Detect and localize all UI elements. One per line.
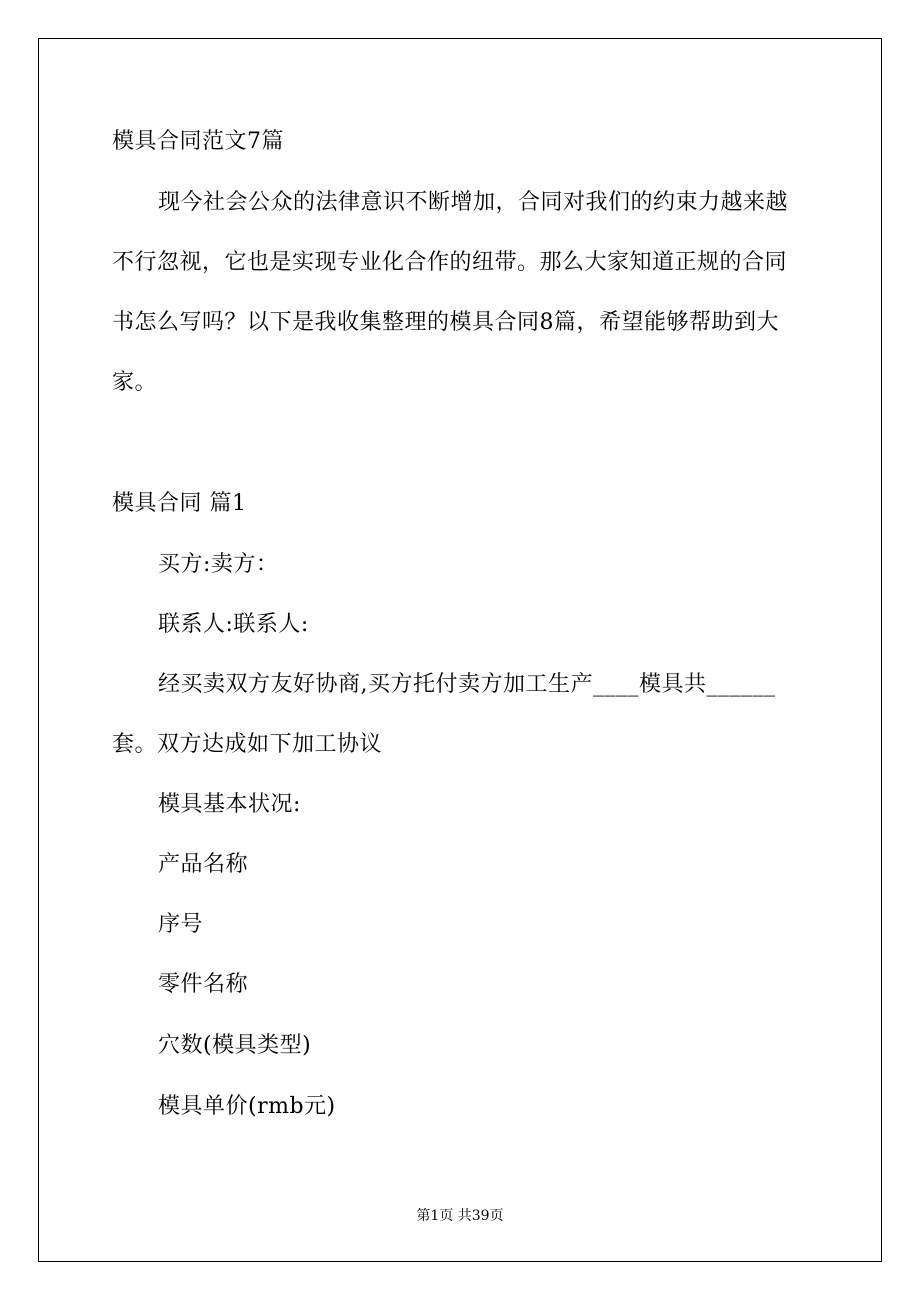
product-name-label: 产品名称	[158, 852, 249, 877]
page-footer: 第1页 共39页	[416, 1208, 504, 1224]
mold-basic-status: 模具基本状况:	[158, 792, 301, 817]
intro-line-2: 不行忽视，它也是实现专业化合作的纽带。那么大家知道正规的合同	[112, 250, 788, 275]
document-title: 模具合同范文7篇	[112, 129, 284, 154]
intro-line-4: 家。	[112, 370, 158, 395]
page-border	[38, 38, 882, 1262]
agreement-line-1: 经买卖双方友好协商,买方托付卖方加工生产____模具共______	[158, 672, 776, 697]
serial-number-label: 序号	[158, 912, 204, 937]
part-name-label: 零件名称	[158, 972, 249, 997]
buyer-seller-line: 买方:卖方：	[158, 552, 279, 577]
intro-line-3: 书怎么写吗？以下是我收集整理的模具合同8篇，希望能够帮助到大	[112, 310, 779, 335]
intro-line-1: 现今社会公众的法律意识不断增加，合同对我们的约束力越来越	[158, 190, 789, 215]
mold-unit-price-label: 模具单价(rmb元)	[158, 1094, 336, 1119]
contact-line: 联系人:联系人:	[158, 612, 309, 637]
agreement-line-2: 套。双方达成如下加工协议	[112, 732, 383, 757]
section-heading: 模具合同 篇1	[112, 491, 247, 516]
cavity-count-label: 穴数(模具类型)	[158, 1033, 312, 1058]
